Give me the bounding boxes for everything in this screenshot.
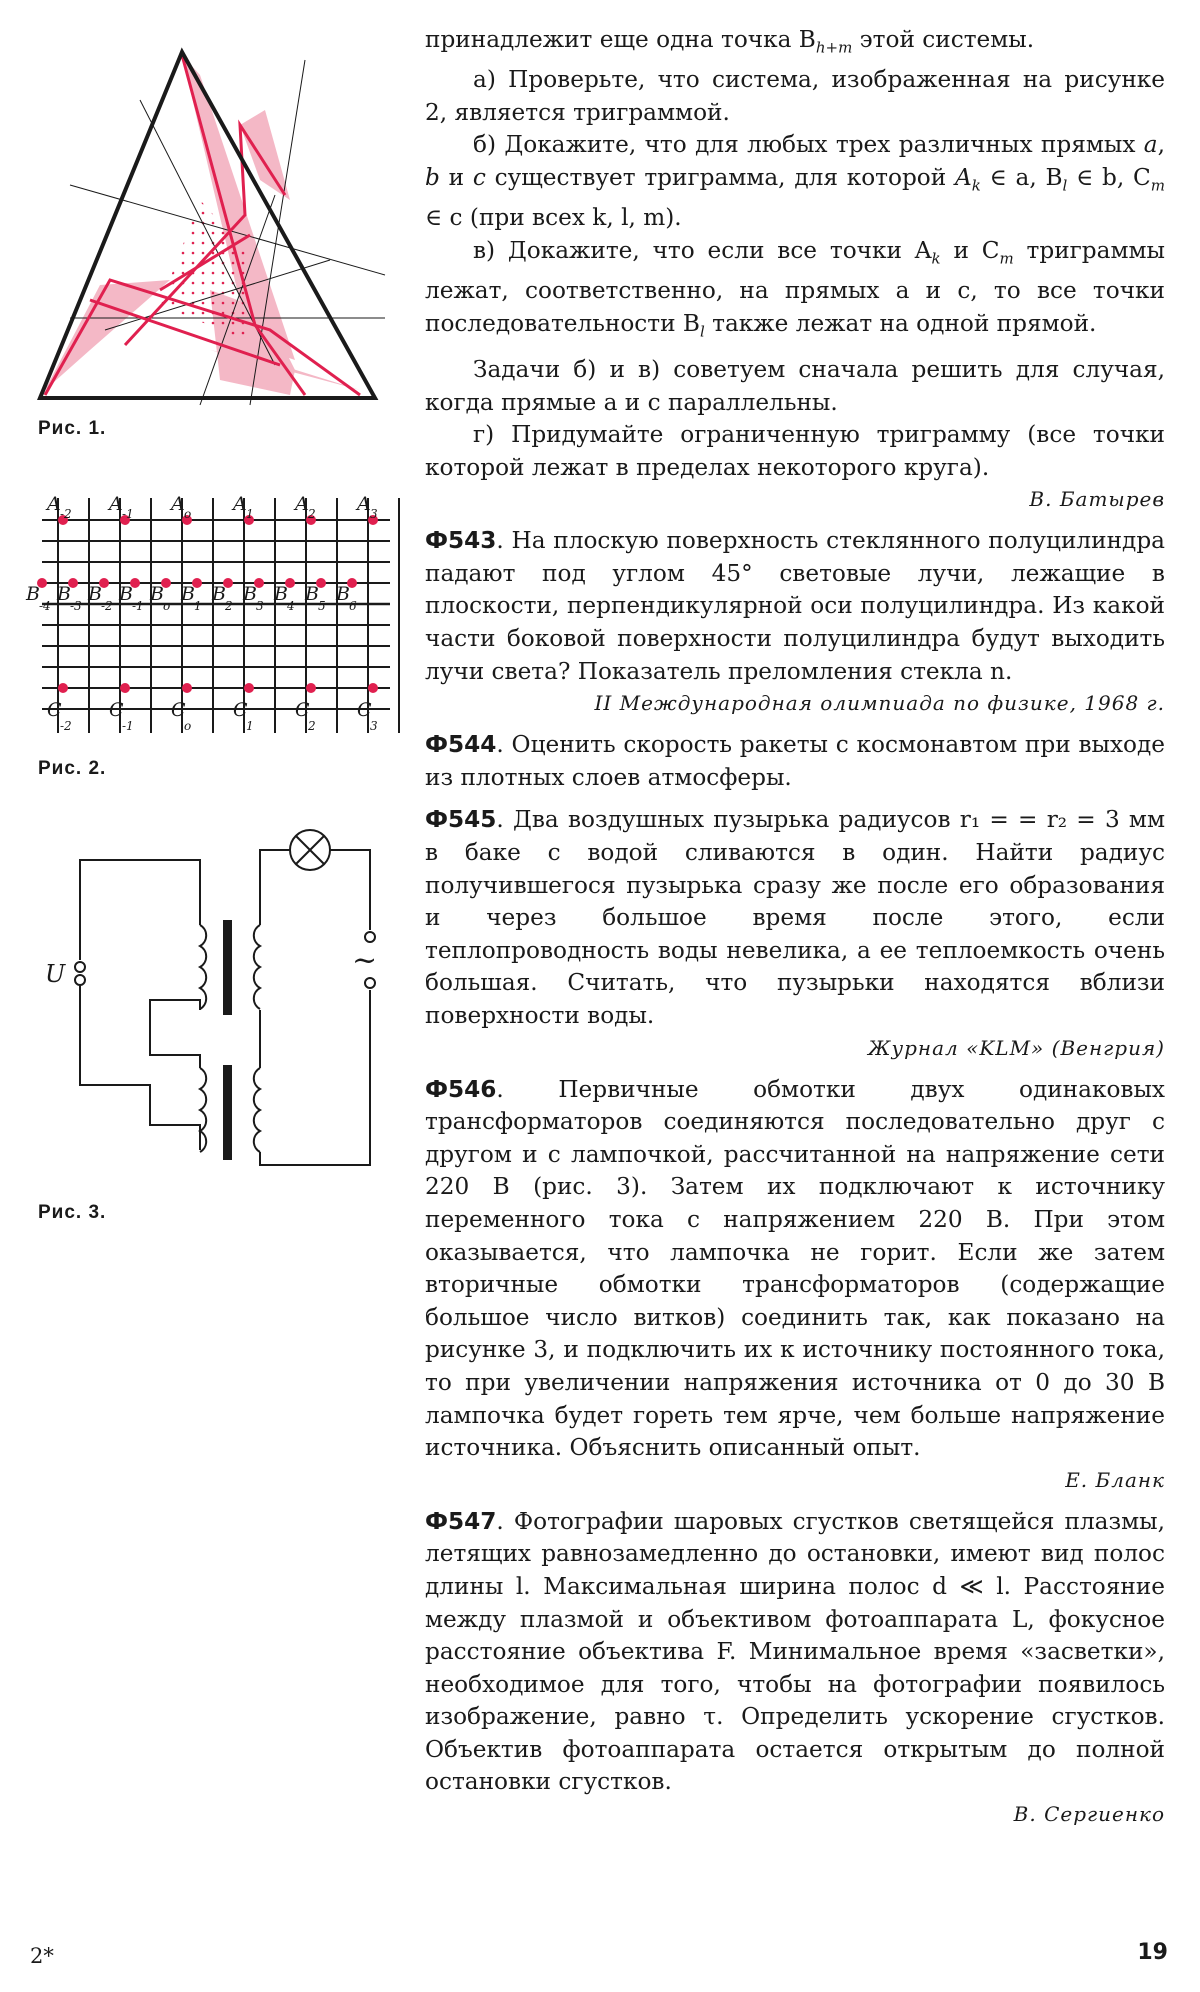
b-point-subscript: -2 [101, 599, 113, 613]
b-point-subscript: 4 [287, 599, 295, 613]
item-a: а) Проверьте, что система, изображенная на рисунке 2, является триграммой. [425, 66, 1165, 126]
author: В. Батырев [1029, 487, 1165, 512]
c-point-subscript: 3 [370, 719, 378, 733]
a-point-label: A [171, 493, 185, 515]
shaded-region [240, 110, 290, 200]
b-point-label: B [150, 583, 164, 605]
problem-547-source: В. Сергиенко [1013, 1802, 1165, 1827]
a-point-subscript: 1 [246, 507, 254, 521]
b-point-label: B [212, 583, 226, 605]
c-point-label: C [171, 699, 186, 721]
a-point-label: A [47, 493, 61, 515]
a-point-subscript: 2 [308, 507, 316, 521]
a-point-subscript: -1 [122, 507, 134, 521]
a-point-label: A [233, 493, 247, 515]
a-point-label: A [295, 493, 309, 515]
b-point-subscript: 1 [194, 599, 202, 613]
b-point-subscript: 3 [256, 599, 264, 613]
b-point-label: B [274, 583, 288, 605]
c-point-subscript: o [184, 719, 192, 733]
c-point-subscript: 1 [246, 719, 254, 733]
problem-545: Ф545. Два воздушных пузырька радиусов r₁ = = r₂ = 3 мм в баке с водой сливаются в один. Найти радиус получившегося пузырька сразу же после его образования и через большое время после этого, если теплопроводность воды невелика, а ее теплоемкость очень большая. Считать, что пузырьки находятся вблизи поверхности воды. [425, 806, 1165, 1029]
figure-2 [26, 478, 410, 779]
problem-547: Ф547. Фотографии шаровых сгустков светящейся плазмы, летящих равнозамедленно до остановки, имеют вид полос длины l. Максимальная ширина полос d ≪ l. Расстояние между плазмой и объективом фотоаппарата L, фокусное расстояние объектива F. Минимальное время «засветки», необходимое для того, чтобы на фотографии появилось изображение, равно τ. Определить ускорение сгустков. Объектив фотоаппарата остается открытым до полной остановки сгустков. [425, 1507, 1165, 1796]
problem-543-source: II Международная олимпиада по физике, 1968 г. [594, 691, 1165, 716]
continuation-line: принадлежит еще одна точка $B_{h+m}$ этой системы. [425, 26, 1035, 57]
c-point-label: C [357, 699, 372, 721]
hint-paragraph: Задачи б) и в) советуем сначала решить для случая, когда прямые a и c параллельны. [425, 355, 1165, 416]
signature-mark: 2* [30, 1944, 54, 1968]
c-point-point [244, 683, 254, 693]
c-point-label: C [109, 699, 124, 721]
page-number: 19 [1137, 1940, 1168, 1965]
circuit-diagram [30, 820, 410, 1200]
figure-1-caption: Рис. 1. [38, 418, 107, 439]
problem-546: Ф546. Первичные обмотки двух одинаковых трансформаторов соединяются последовательно друг с другом и с лампочкой, рассчитанной на напряжение сети 220 В (рис. 3). Затем их подключают к источнику переменного тока с напряжением 220 В. При этом оказывается, что лампочка не горит. Если же затем вторичные обмотки трансформаторов (содержащие большое число витков) соединить так, как показано на рисунке 3, и подключить их к источнику постоянного тока, то при увеличении напряжения источника от 0 до 30 В лампочка будет гореть тем ярче, чем больше напряжение источника. Объяснить описанный опыт. [425, 1075, 1165, 1462]
a-point-label: A [109, 493, 123, 515]
b-point-subscript: -3 [70, 599, 82, 613]
c-point-point [182, 683, 192, 693]
c-point-label: C [295, 699, 310, 721]
b-point-label: B [336, 583, 350, 605]
figure-2-caption: Рис. 2. [38, 758, 107, 779]
ac-symbol: ~ [352, 943, 378, 978]
c-point-label: C [233, 699, 248, 721]
c-point-subscript: -2 [60, 719, 72, 733]
item-b: б) Докажите, что для любых трех различных прямых a, b и c существует триграмма, для которой $A_k$ ∈ a, $B_l$ ∈ b, $C_m$ ∈ c (при всех k, l, m). [425, 131, 1166, 232]
voltage-label: U [45, 960, 66, 988]
problem-545-source: Журнал «KLM» (Венгрия) [868, 1035, 1165, 1060]
a-point-label: A [357, 493, 371, 515]
item-v: в) Докажите, что если все точки $A_k$ и $C_m$ триграммы лежат, соответственно, на прямых a и c, то все точки последовательности $B_l$ также лежат на одной прямой. [425, 236, 1166, 341]
figure-1 [30, 40, 410, 439]
c-point-label: C [47, 699, 62, 721]
b-point-subscript: 2 [225, 599, 233, 613]
c-point-point [58, 683, 68, 693]
b-point-label: B [88, 583, 102, 605]
a-point-subscript: o [184, 507, 192, 521]
c-point-point [306, 683, 316, 693]
b-point-subscript: 5 [318, 599, 326, 613]
b-point-subscript: 6 [349, 599, 357, 613]
problem-543: Ф543. На плоскую поверхность стеклянного полуцилиндра падают под углом 45° световые лучи, лежащие в плоскости, перпендикулярной оси полуцилиндра. Из какой части боковой поверхности полуцилиндра будут выходить лучи света? Показатель преломления стекла n. [425, 527, 1165, 685]
b-point-subscript: o [163, 599, 171, 613]
problem-546-source: Е. Бланк [1065, 1467, 1165, 1492]
b-point-label: B [305, 583, 319, 605]
c-point-subscript: -1 [122, 719, 134, 733]
b-point-label: B [119, 583, 133, 605]
text-column [425, 24, 1165, 1840]
triangle-diagram [30, 40, 410, 410]
b-point-subscript: -4 [39, 599, 51, 613]
c-point-point [120, 683, 130, 693]
grid-diagram [26, 478, 410, 748]
c-point-point [368, 683, 378, 693]
c-point-subscript: 2 [308, 719, 316, 733]
b-point-subscript: -1 [132, 599, 144, 613]
a-point-subscript: 3 [370, 507, 378, 521]
b-point-label: B [26, 583, 40, 605]
b-point-label: B [181, 583, 195, 605]
b-point-label: B [243, 583, 257, 605]
problem-544: Ф544. Оценить скорость ракеты с космонавтом при выходе из плотных слоев атмосферы. [425, 731, 1165, 791]
figure-3-caption: Рис. 3. [38, 1202, 107, 1223]
figure-3 [30, 820, 410, 1223]
b-point-label: B [57, 583, 71, 605]
a-point-subscript: -2 [60, 507, 72, 521]
item-g: г) Придумайте ограниченную триграмму (все точки которой лежат в пределах некоторого круга). [425, 421, 1165, 481]
